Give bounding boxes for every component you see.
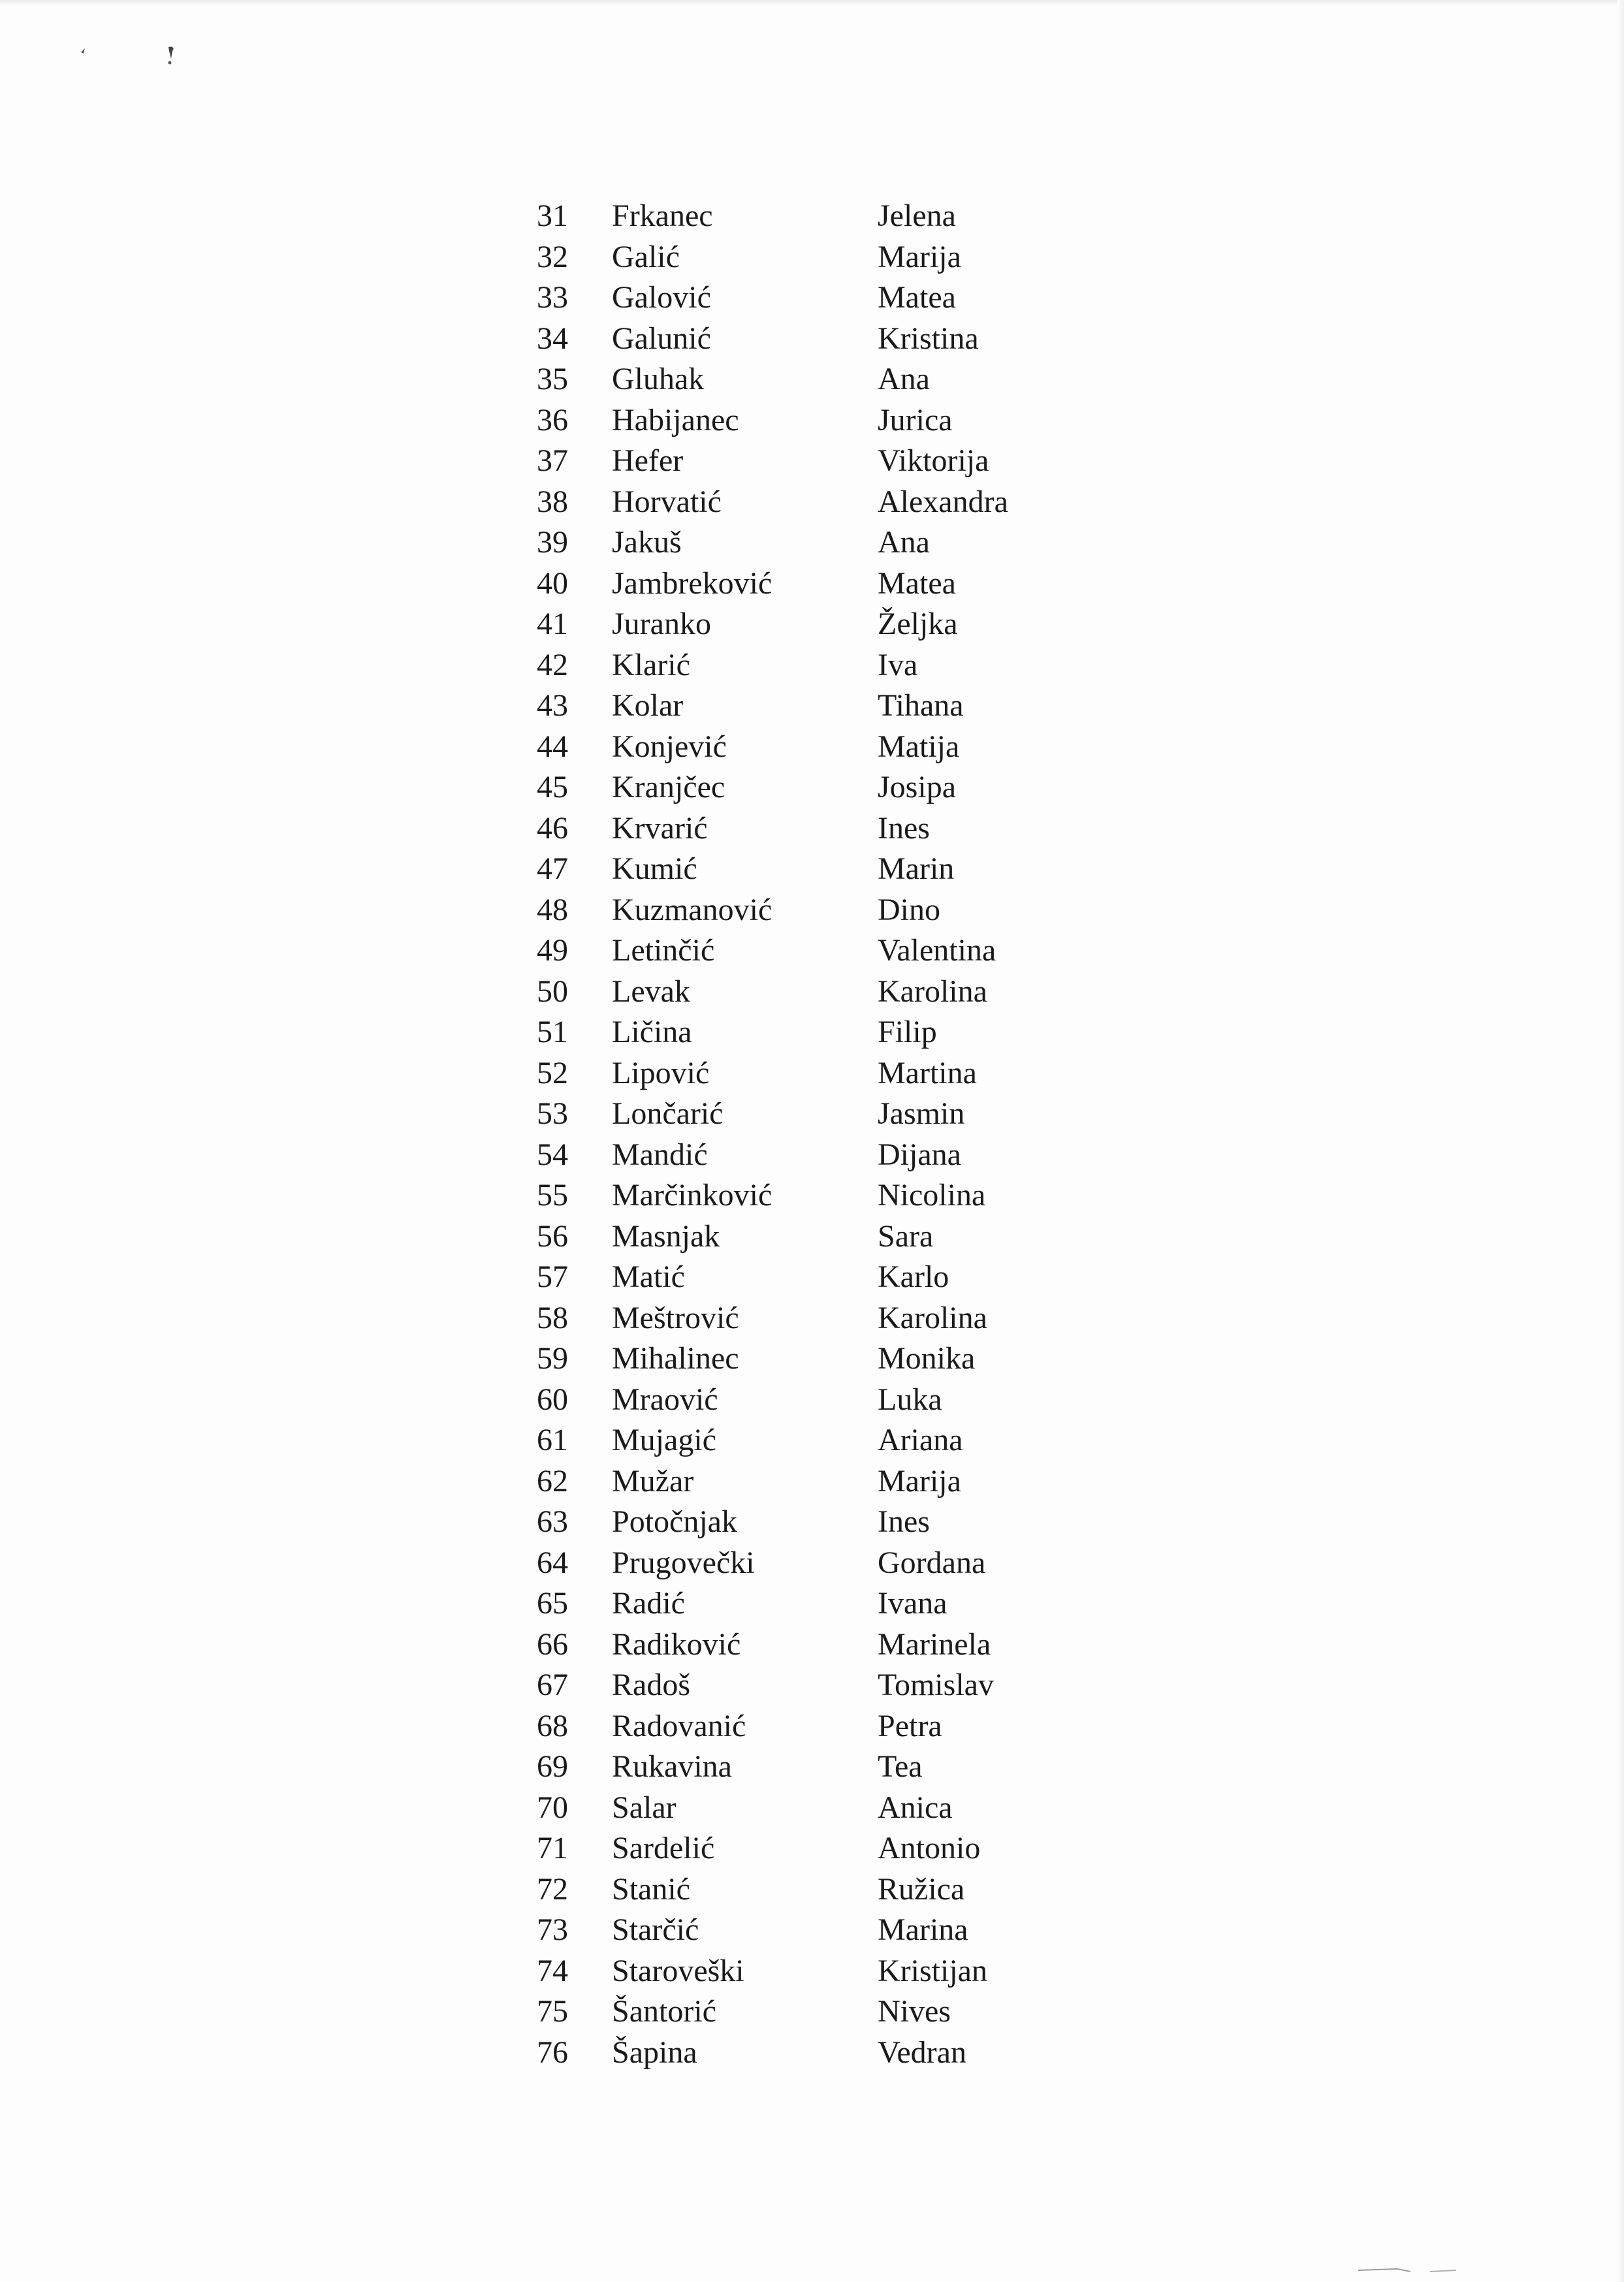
row-surname: Klarić (612, 647, 690, 682)
row-surname: Jambreković (612, 565, 772, 601)
row-surname: Galović (612, 280, 711, 315)
scan-specks-icon (65, 39, 222, 91)
table-row (537, 2033, 1074, 2074)
table-row (537, 604, 1074, 645)
row-number: 73 (537, 1912, 568, 1947)
row-surname: Ličina (612, 1015, 692, 1049)
table-row (537, 1053, 1074, 1094)
row-surname: Radoš (612, 1668, 690, 1702)
row-surname: Kumić (612, 851, 697, 886)
table-row (537, 1094, 1074, 1135)
table-row (537, 1380, 1074, 1421)
row-surname: Mujagić (612, 1423, 716, 1457)
row-number: 47 (537, 851, 568, 886)
row-first-name: Kristina (878, 321, 979, 356)
table-row (537, 237, 1074, 278)
row-first-name: Ružica (878, 1871, 965, 1907)
table-row (537, 441, 1074, 482)
row-number: 39 (537, 525, 568, 560)
row-first-name: Vedran (878, 2035, 966, 2070)
row-number: 65 (537, 1586, 568, 1621)
row-first-name: Ana (878, 525, 930, 560)
row-number: 50 (537, 974, 568, 1009)
row-number: 58 (537, 1300, 568, 1335)
row-first-name: Martina (878, 1055, 977, 1090)
row-surname: Potočnjak (612, 1504, 737, 1539)
row-number: 62 (537, 1463, 568, 1498)
row-number: 67 (537, 1668, 568, 1702)
row-surname: Mihalinec (612, 1341, 739, 1376)
row-first-name: Ana (878, 362, 930, 396)
row-first-name: Marinela (878, 1626, 991, 1662)
row-surname: Mandić (612, 1137, 708, 1172)
table-row (537, 1665, 1074, 1706)
row-surname: Radić (612, 1586, 685, 1621)
row-first-name: Marin (878, 851, 955, 886)
table-row (537, 849, 1074, 890)
row-number: 66 (537, 1626, 568, 1662)
table-row (537, 645, 1074, 686)
row-surname: Levak (612, 974, 690, 1009)
row-number: 33 (537, 280, 568, 315)
table-row (537, 1788, 1074, 1829)
row-number: 63 (537, 1504, 568, 1539)
row-number: 31 (537, 198, 568, 233)
table-row (537, 522, 1074, 563)
table-row (537, 400, 1074, 441)
row-surname: Salar (612, 1790, 677, 1825)
row-surname: Mužar (612, 1463, 694, 1498)
scan-top-edge (0, 0, 1624, 5)
row-first-name: Matea (878, 280, 956, 315)
row-first-name: Antonio (878, 1831, 981, 1865)
row-first-name: Marija (878, 239, 961, 274)
table-row (537, 1543, 1074, 1584)
table-row (537, 277, 1074, 319)
table-row (537, 1951, 1074, 1992)
row-number: 57 (537, 1260, 568, 1294)
row-surname: Galić (612, 239, 680, 274)
row-number: 54 (537, 1137, 568, 1172)
row-surname: Kolar (612, 688, 684, 723)
row-first-name: Filip (878, 1015, 937, 1049)
table-row (537, 1175, 1074, 1216)
row-number: 64 (537, 1545, 568, 1580)
row-number: 52 (537, 1055, 568, 1090)
row-first-name: Karlo (878, 1260, 949, 1294)
names-list-body (537, 196, 1074, 2073)
row-first-name: Željka (878, 607, 958, 641)
row-number: 46 (537, 810, 568, 846)
table-row (537, 890, 1074, 931)
row-number: 48 (537, 892, 568, 927)
row-number: 45 (537, 770, 568, 804)
row-surname: Kuzmanović (612, 892, 772, 927)
row-first-name: Josipa (878, 770, 956, 804)
row-first-name: Dijana (878, 1137, 961, 1172)
table-row (537, 1991, 1074, 2033)
names-list-table (537, 196, 1074, 2073)
row-first-name: Jurica (878, 402, 953, 437)
row-surname: Letinčić (612, 933, 715, 968)
row-first-name: Ivana (878, 1586, 947, 1621)
row-surname: Rukavina (612, 1749, 732, 1784)
row-surname: Matić (612, 1260, 685, 1294)
row-number: 40 (537, 565, 568, 601)
row-surname: Krvarić (612, 810, 708, 846)
row-surname: Marčinković (612, 1178, 772, 1212)
row-first-name: Viktorija (878, 443, 989, 478)
row-surname: Kranjčec (612, 770, 725, 804)
row-surname: Meštrović (612, 1300, 739, 1335)
table-row (537, 359, 1074, 400)
row-first-name: Kristijan (878, 1953, 987, 1988)
table-row (537, 1869, 1074, 1910)
row-number: 41 (537, 607, 568, 641)
table-row (537, 972, 1074, 1013)
row-number: 75 (537, 1994, 568, 2029)
row-number: 42 (537, 647, 568, 682)
row-number: 55 (537, 1178, 568, 1212)
table-row (537, 1135, 1074, 1176)
table-row (537, 1624, 1074, 1666)
table-row (537, 1828, 1074, 1869)
row-first-name: Ines (878, 810, 930, 846)
row-first-name: Marija (878, 1463, 961, 1498)
row-first-name: Anica (878, 1790, 953, 1825)
row-first-name: Ines (878, 1504, 930, 1539)
table-row (537, 1502, 1074, 1543)
row-first-name: Jelena (878, 198, 956, 233)
table-row (537, 686, 1074, 727)
row-first-name: Luka (878, 1382, 942, 1417)
row-first-name: Gordana (878, 1545, 986, 1580)
row-number: 76 (537, 2035, 568, 2070)
row-surname: Radovanić (612, 1708, 746, 1743)
row-number: 61 (537, 1423, 568, 1457)
row-number: 53 (537, 1096, 568, 1131)
table-row (537, 808, 1074, 849)
row-number: 35 (537, 362, 568, 396)
row-number: 34 (537, 321, 568, 356)
row-first-name: Karolina (878, 1300, 987, 1335)
row-first-name: Sara (878, 1218, 934, 1254)
row-number: 56 (537, 1218, 568, 1254)
row-number: 37 (537, 443, 568, 478)
row-first-name: Valentina (878, 933, 996, 968)
row-surname: Horvatić (612, 484, 722, 519)
table-row (537, 1339, 1074, 1380)
row-first-name: Tihana (878, 688, 964, 723)
row-surname: Mraović (612, 1382, 718, 1417)
row-first-name: Marina (878, 1912, 968, 1947)
row-surname: Konjević (612, 729, 727, 764)
row-number: 59 (537, 1341, 568, 1376)
row-first-name: Tomislav (878, 1668, 994, 1702)
table-row (537, 482, 1074, 523)
row-surname: Prugovečki (612, 1545, 755, 1580)
row-number: 36 (537, 402, 568, 437)
table-row (537, 1298, 1074, 1339)
row-surname: Stanić (612, 1871, 690, 1907)
row-surname: Šantorić (612, 1994, 716, 2029)
row-first-name: Monika (878, 1341, 976, 1376)
row-number: 72 (537, 1871, 568, 1907)
row-number: 38 (537, 484, 568, 519)
row-number: 44 (537, 729, 568, 764)
table-row (537, 1461, 1074, 1502)
table-row (537, 727, 1074, 768)
row-first-name: Matea (878, 565, 956, 601)
row-surname: Staroveški (612, 1953, 744, 1988)
row-number: 68 (537, 1708, 568, 1743)
row-number: 43 (537, 688, 568, 723)
row-surname: Frkanec (612, 198, 713, 233)
row-number: 71 (537, 1831, 568, 1865)
row-surname: Starčić (612, 1912, 699, 1947)
row-number: 69 (537, 1749, 568, 1784)
row-number: 74 (537, 1953, 568, 1988)
row-number: 70 (537, 1790, 568, 1825)
row-first-name: Petra (878, 1708, 942, 1743)
row-number: 32 (537, 239, 568, 274)
row-first-name: Jasmin (878, 1096, 965, 1131)
scan-right-edge (1617, 0, 1624, 2282)
table-row (537, 1747, 1074, 1788)
table-row (537, 1216, 1074, 1258)
row-first-name: Karolina (878, 974, 987, 1009)
row-first-name: Iva (878, 647, 918, 682)
table-row (537, 1257, 1074, 1298)
row-surname: Galunić (612, 321, 711, 356)
table-row (537, 319, 1074, 360)
row-surname: Masnjak (612, 1218, 720, 1254)
row-surname: Radiković (612, 1626, 741, 1662)
row-number: 51 (537, 1015, 568, 1049)
table-row (537, 563, 1074, 605)
table-row (537, 1583, 1074, 1624)
row-surname: Hefer (612, 443, 684, 478)
row-surname: Gluhak (612, 362, 705, 396)
table-row (537, 767, 1074, 808)
table-row (537, 1012, 1074, 1053)
row-surname: Juranko (612, 607, 711, 641)
row-surname: Sardelić (612, 1831, 715, 1865)
row-first-name: Ariana (878, 1423, 963, 1457)
table-row (537, 930, 1074, 972)
row-first-name: Tea (878, 1749, 923, 1784)
row-surname: Habijanec (612, 402, 739, 437)
row-surname: Jakuš (612, 525, 682, 560)
row-surname: Lončarić (612, 1096, 724, 1131)
table-row (537, 1420, 1074, 1461)
row-first-name: Matija (878, 729, 960, 764)
row-surname: Šapina (612, 2035, 697, 2070)
row-number: 60 (537, 1382, 568, 1417)
row-first-name: Nicolina (878, 1178, 986, 1212)
row-first-name: Alexandra (878, 484, 1008, 519)
row-first-name: Dino (878, 892, 940, 927)
row-first-name: Nives (878, 1994, 951, 2029)
row-number: 49 (537, 933, 568, 968)
table-row (537, 1910, 1074, 1951)
scan-smudge-icon (1358, 2262, 1489, 2275)
table-row (537, 1706, 1074, 1747)
row-surname: Lipović (612, 1055, 710, 1090)
table-row (537, 196, 1074, 237)
